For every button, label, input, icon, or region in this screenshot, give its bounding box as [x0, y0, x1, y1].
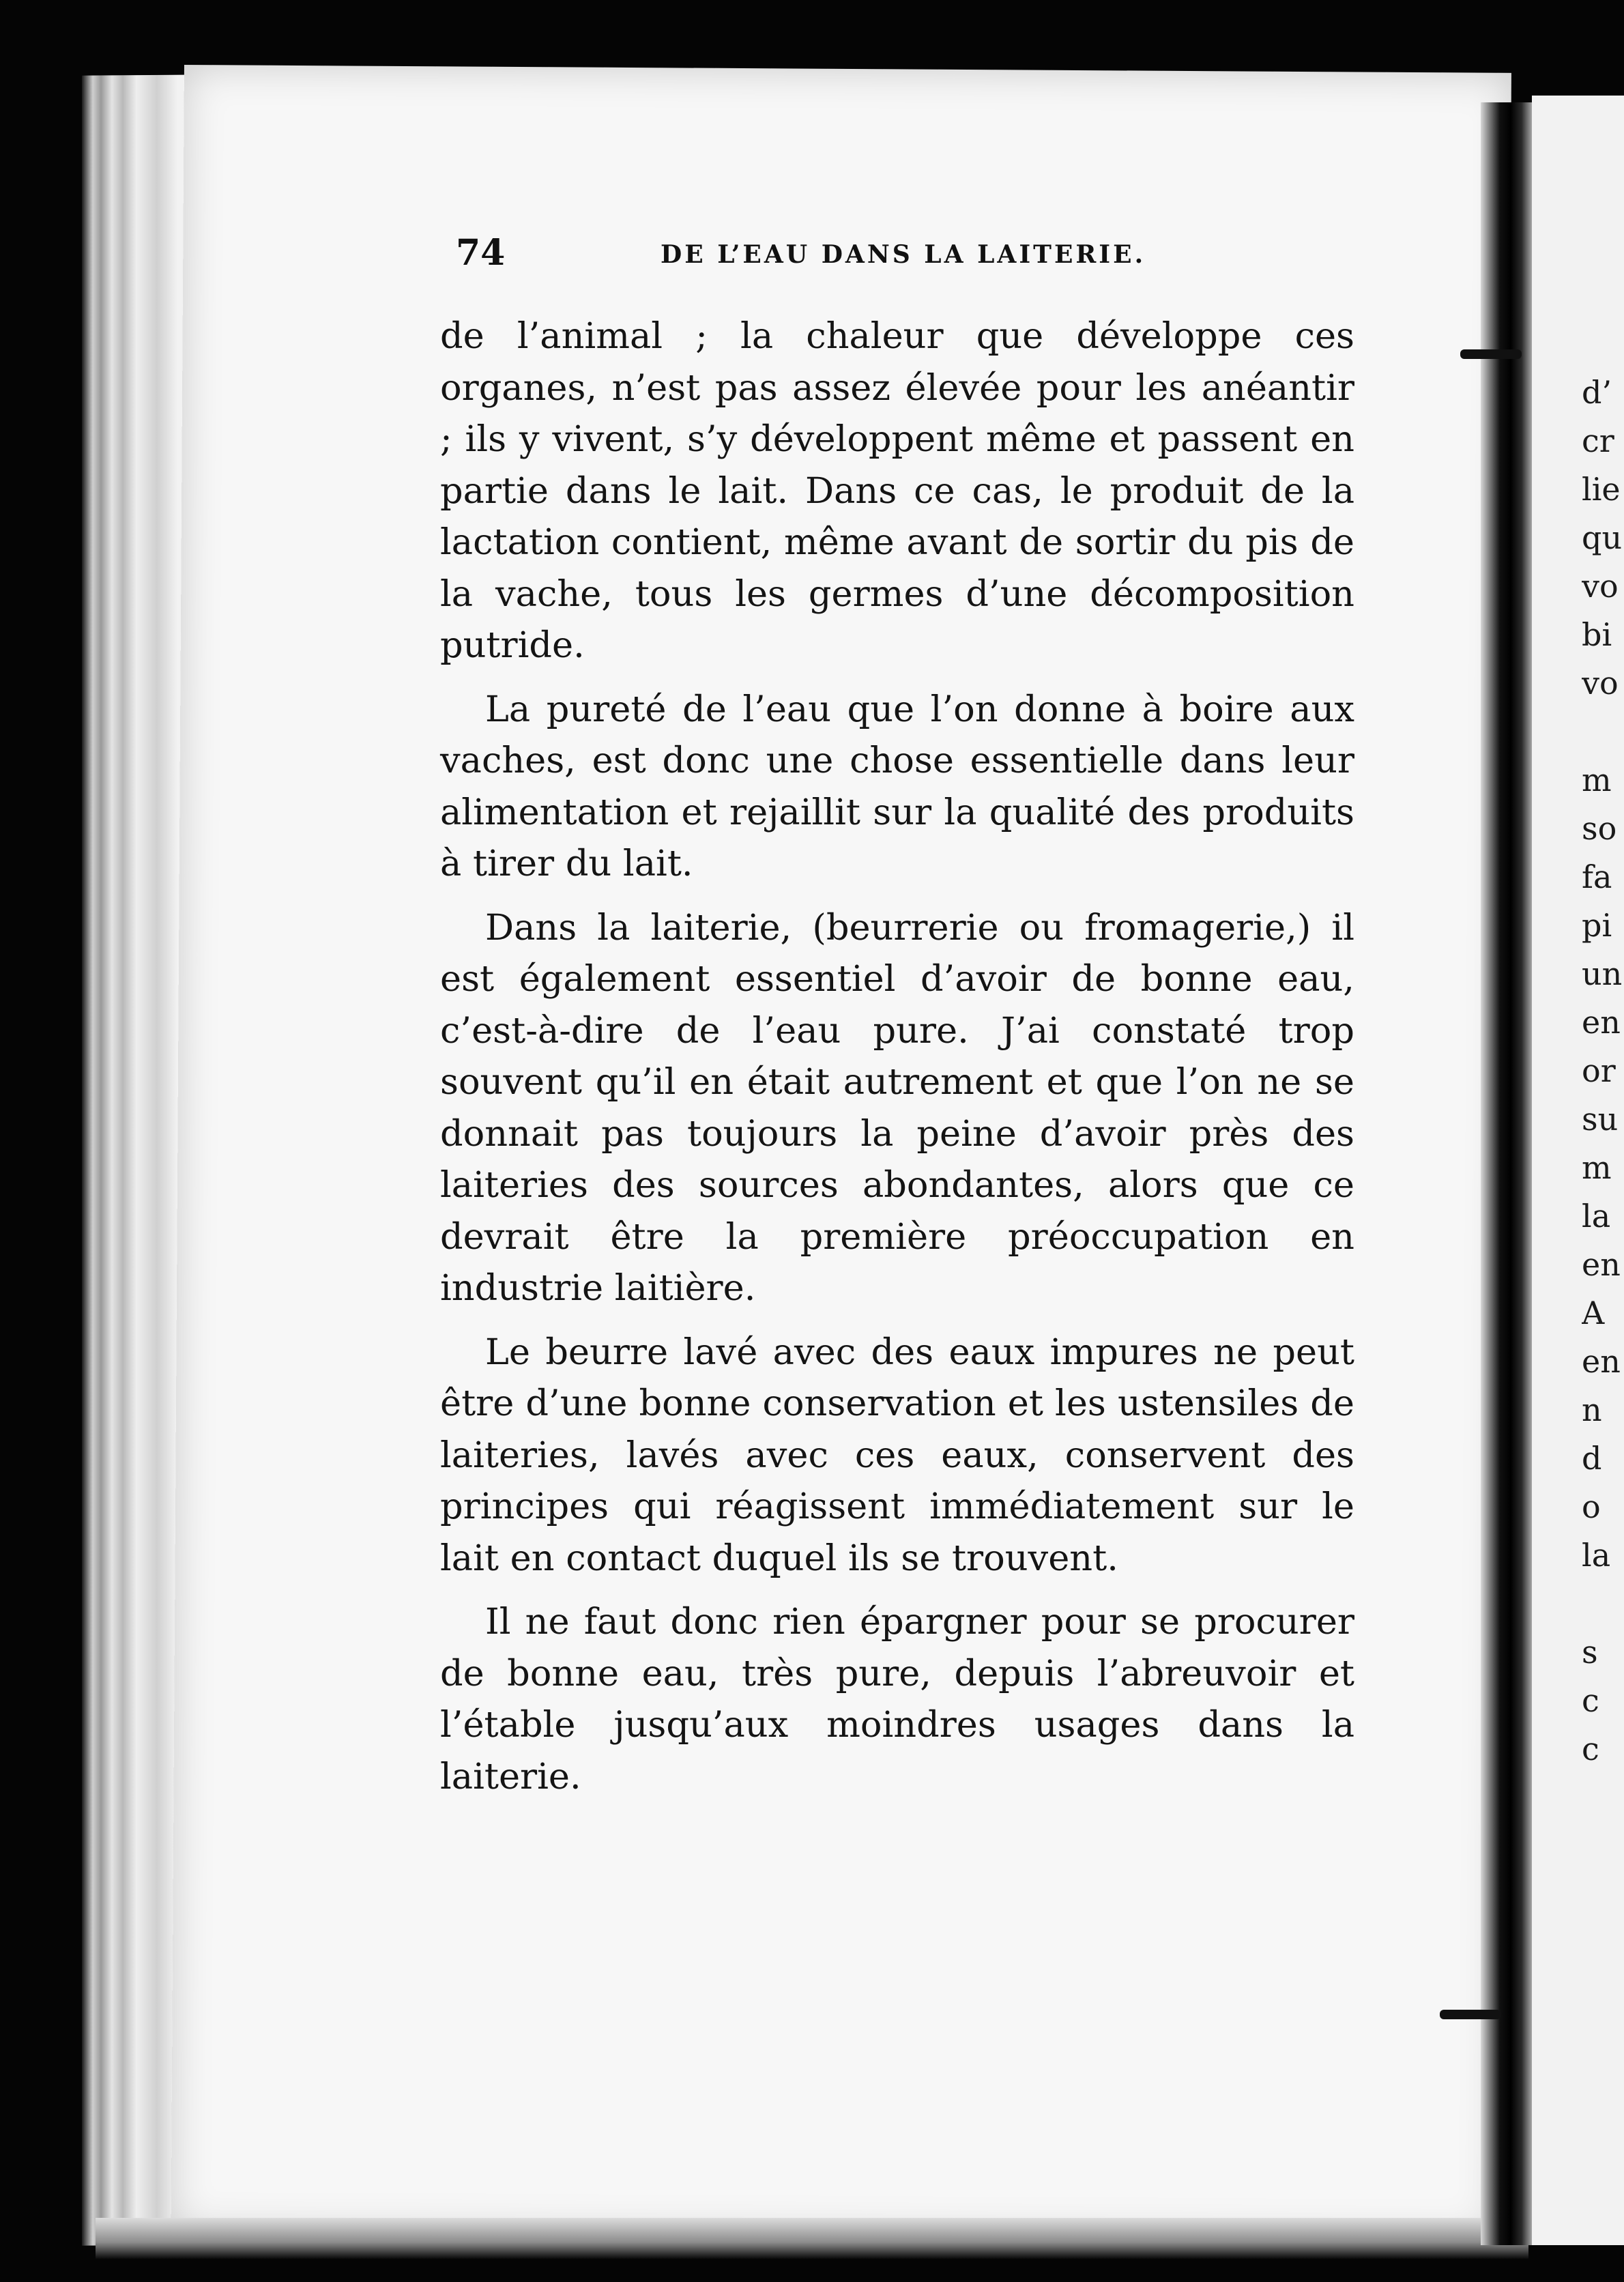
paragraph: de l’animal ; la chaleur que développe ces organes, n’est pas assez élevée pour les anéantir ; ils y vivent, s’y développent même et passent en partie dans le lait. Dans ce cas, le produit de la lactation contient, même avant de sortir du pis de la vache, tous les germes d’une décomposition putride.: [440, 315, 1354, 666]
paragraph: La pureté de l’eau que l’on donne à boire aux vaches, est donc une chose essentielle dans leur alimentation et rejaillit sur la qualité des produits à tirer du lait.: [440, 688, 1354, 884]
facing-page-fragments: d’ cr lie qu vo bi vo m so fa pi un en or su m la en A en n d o la s c c: [1582, 374, 1623, 1767]
binding-mark-bottom: [1440, 2010, 1501, 2019]
binding-mark-top: [1460, 349, 1522, 359]
book-gutter: [1481, 102, 1535, 2245]
running-title: DE L’EAU DANS LA LAITERIE.: [661, 240, 1146, 269]
paragraph: Il ne faut donc rien épargner pour se procurer de bonne eau, très pure, depuis l’abreuvoir et l’étable jusqu’aux moindres usages dans la laiterie.: [440, 1601, 1354, 1797]
page-bottom-edge: [96, 2218, 1528, 2259]
body-text: [440, 310, 1354, 1815]
paragraph: Dans la laiterie, (beurrerie ou fromagerie,) il est également essentiel d’avoir de bonne eau, c’est-à-dire de l’eau pure. J’ai constaté trop souvent qu’il en était autrement et que l’on ne se donnait pas toujours la peine d’avoir près des laiteries des sources abondantes, alors que ce devrait être la première préoccupation en industrie laitière.: [440, 906, 1354, 1309]
paragraph: Le beurre lavé avec des eaux impures ne peut être d’une bonne conservation et les ustensiles de laiteries, lavés avec ces eaux, conservent des principes qui réagissent immédiatement sur le lait en contact duquel ils se trouvent.: [440, 1331, 1354, 1579]
running-head: [456, 232, 1343, 287]
page-number: 74: [456, 232, 506, 274]
